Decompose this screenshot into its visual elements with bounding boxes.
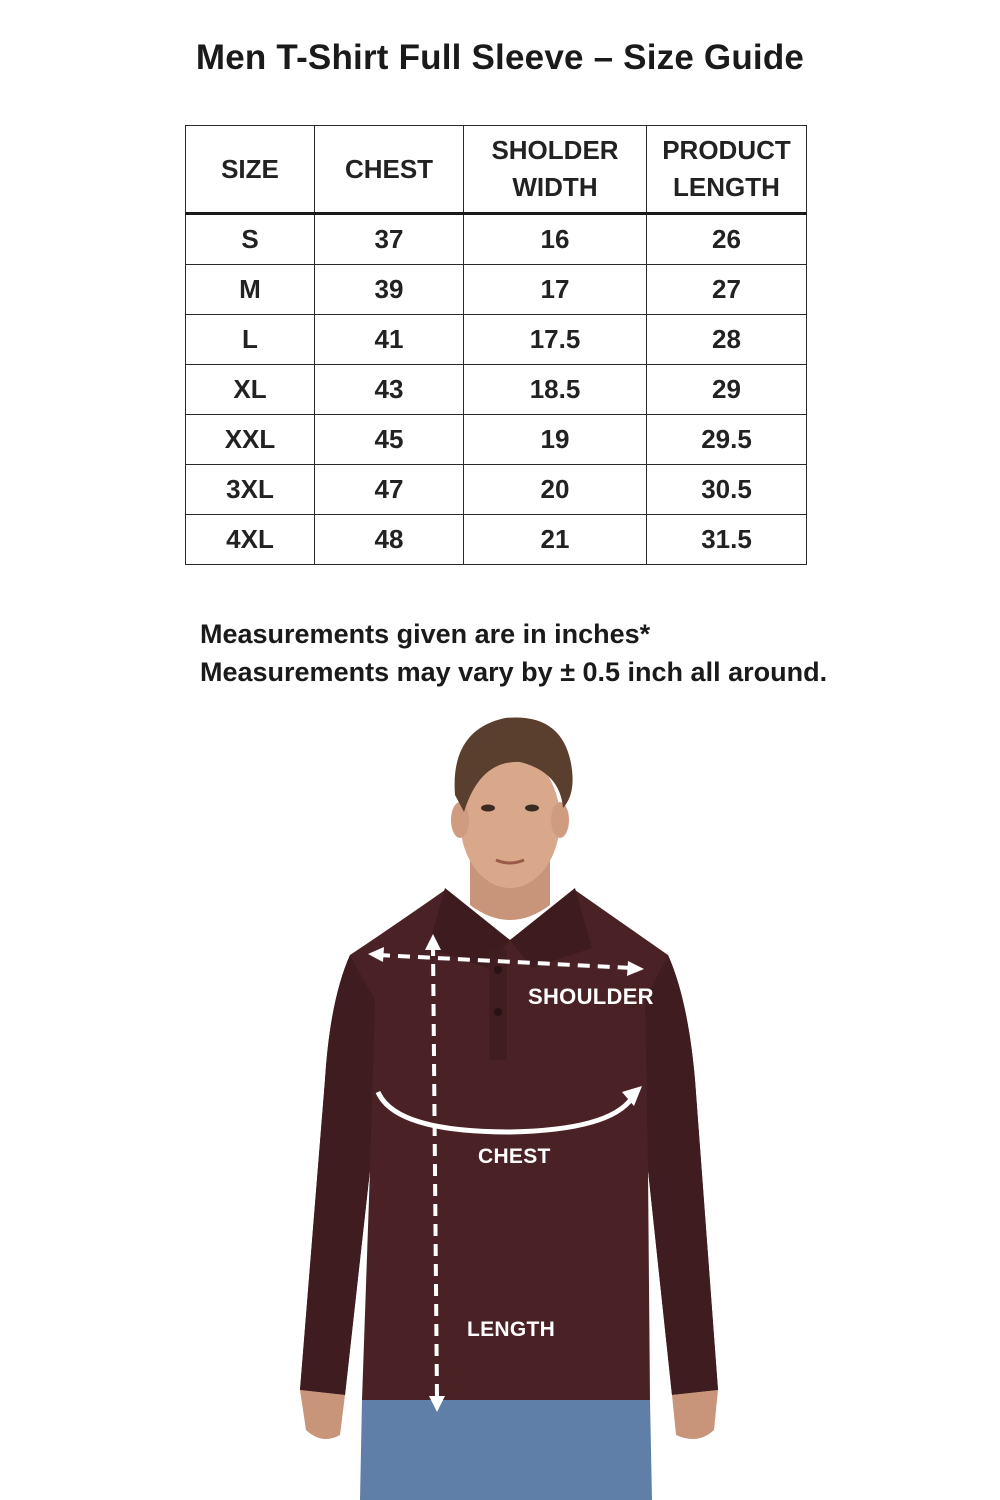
table-cell: 37 xyxy=(315,214,464,265)
table-cell: 4XL xyxy=(186,515,315,565)
table-cell: 48 xyxy=(315,515,464,565)
header-chest: CHEST xyxy=(315,126,464,214)
table-cell: 18.5 xyxy=(464,365,647,415)
note-units: Measurements given are in inches* xyxy=(200,619,651,649)
measurement-notes xyxy=(200,615,827,691)
table-cell: 47 xyxy=(315,465,464,515)
table-cell: 17.5 xyxy=(464,315,647,365)
table-header-row xyxy=(186,126,807,214)
table-cell: XL xyxy=(186,365,315,415)
table-cell: 45 xyxy=(315,415,464,465)
table-cell: M xyxy=(186,265,315,315)
table-cell: 28 xyxy=(647,315,807,365)
model-ear-right xyxy=(551,802,569,838)
length-label: LENGTH xyxy=(467,1318,556,1341)
model-eye-right xyxy=(525,805,539,812)
header-product-length: PRODUCT LENGTH xyxy=(647,126,807,214)
table-cell: L xyxy=(186,315,315,365)
table-cell: 16 xyxy=(464,214,647,265)
size-chart-table xyxy=(185,125,807,565)
table-cell: 39 xyxy=(315,265,464,315)
table-row xyxy=(186,415,807,465)
table-cell: 20 xyxy=(464,465,647,515)
table-cell: 31.5 xyxy=(647,515,807,565)
header-shoulder-width: SHOLDER WIDTH xyxy=(464,126,647,214)
table-row xyxy=(186,465,807,515)
page-title: Men T-Shirt Full Sleeve – Size Guide xyxy=(195,38,805,77)
table-cell: 26 xyxy=(647,214,807,265)
table-cell: 27 xyxy=(647,265,807,315)
table-cell: 19 xyxy=(464,415,647,465)
table-row xyxy=(186,365,807,415)
table-cell: XXL xyxy=(186,415,315,465)
chest-label: CHEST xyxy=(478,1145,551,1168)
table-cell: 29.5 xyxy=(647,415,807,465)
note-tolerance: Measurements may vary by ± 0.5 inch all around. xyxy=(200,657,828,687)
table-cell: 17 xyxy=(464,265,647,315)
table-row xyxy=(186,515,807,565)
model-measurement-figure xyxy=(0,700,1000,1500)
table-cell: 3XL xyxy=(186,465,315,515)
model-jeans xyxy=(360,1400,652,1500)
table-row xyxy=(186,214,807,265)
model-ear-left xyxy=(451,802,469,838)
model-eye-left xyxy=(481,805,495,812)
model-illustration xyxy=(0,700,1000,1500)
model-hand-right xyxy=(672,1390,718,1439)
header-size: SIZE xyxy=(186,126,315,214)
table-row xyxy=(186,315,807,365)
table-cell: S xyxy=(186,214,315,265)
table-cell: 43 xyxy=(315,365,464,415)
table-cell: 21 xyxy=(464,515,647,565)
table-cell: 30.5 xyxy=(647,465,807,515)
table-row xyxy=(186,265,807,315)
shoulder-label: SHOULDER xyxy=(528,984,654,1009)
model-hand-left xyxy=(300,1390,345,1439)
table-cell: 29 xyxy=(647,365,807,415)
table-cell: 41 xyxy=(315,315,464,365)
